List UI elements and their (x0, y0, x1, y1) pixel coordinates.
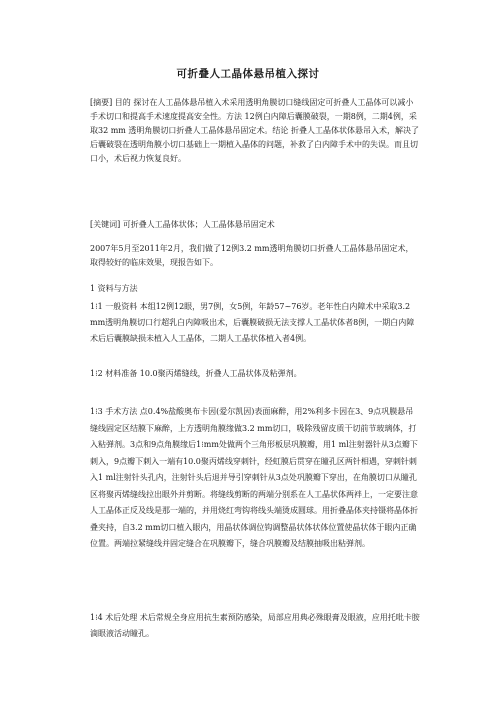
paragraph-postoperative-care: 1⁝4 术后处理 术后常规全身应用抗生素预防感染，局部应用典必殊眼膏及眼液，应用托吡卡胺滴眼液活动瞳孔。 (90, 613, 420, 638)
abstract-paragraph: [摘要] 目的 探讨在人工晶体悬吊植入术采用透明角膜切口缝线固定可折叠人工晶体可以减小手术切口和提高手术速度提高安全性。方法 12例白内障后囊膜破裂，一期8例，二期4例，采取32 mm 透明角膜切口折叠人工晶体悬吊固定术。结论 折叠人工晶体状体悬吊入术，解决了后囊破裂在透明角膜小切口基础上一期植入晶体的问题，补救了白内障手术中的失误。而且切口小，术后视力恢复良好。 (90, 98, 419, 163)
section-heading-materials-methods: 1 资料与方法 (90, 284, 138, 293)
paragraph-materials: 1⁝2 材料准备 10.0聚丙烯缝线，折叠人工晶状体及粘弹剂。 (90, 369, 302, 378)
keywords-paragraph: [关键词] 可折叠人工晶体状体；人工晶体悬吊固定术 (90, 220, 275, 229)
document-title: 可折叠人工晶体悬吊植入探讨 (176, 68, 320, 80)
paragraph-general-data: 1⁝1 一般资料 本组12例12眼，男7例，女5例，年龄57~76岁。老年性白内障术中采取3.2 mm透明角膜切口行超乳白内障吸出术，后囊膜破损无法支撑人工晶状体者8例，一期白内障术后后囊膜缺损未植入人工晶体，二期人工晶状体植入者4例。 (90, 302, 415, 343)
intro-paragraph: 2007年5月至2011年2月，我们做了12例3.2 mm透明角膜切口折叠人工晶体悬吊固定术，取得较好的临床效果，现报告如下。 (90, 244, 414, 267)
paragraph-surgical-method: 1⁝3 手术方法 点0.4%盐酸奥布卡因(爱尔凯因)表面麻醉，用2%利多卡因在3、9点巩膜悬吊缝线固定区结膜下麻醉，上方透明角膜缘做3.2 mm切口，吸除残留皮质干切前节玻璃体，打入粘弹剂。3点和9点角膜缘后1⁝mm处做两个三角形板层巩膜瓣，用1 ml注射器针从3点瓣下刺入，9点瓣下刺入一端有10.0聚丙烯线穿刺针，经虹膜后贯穿在瞳孔区两针相遇，穿刺针刺入1 ml注射针头孔内，注射针头后退并导引穿刺针从3点处巩膜瓣下穿出，在角膜切口从瞳孔区将聚丙烯缝线拉出眼外并剪断。将缝线剪断的两端分别系在人工晶状体两袢上，一定要注意人工晶体正反及线是那一端的，并用烧红弯钩将线头端烫成圆球。用折叠晶体夹持镊将晶体折叠夹持，自3.2 mm切口植入眼内，用晶状体调位钩调整晶状体状体位置使晶状体于眼内正确位置。两端拉紧缝线并固定缝合在巩膜瓣下，缝合巩膜瓣及结膜抽吸出粘弹剂。 (90, 407, 418, 548)
